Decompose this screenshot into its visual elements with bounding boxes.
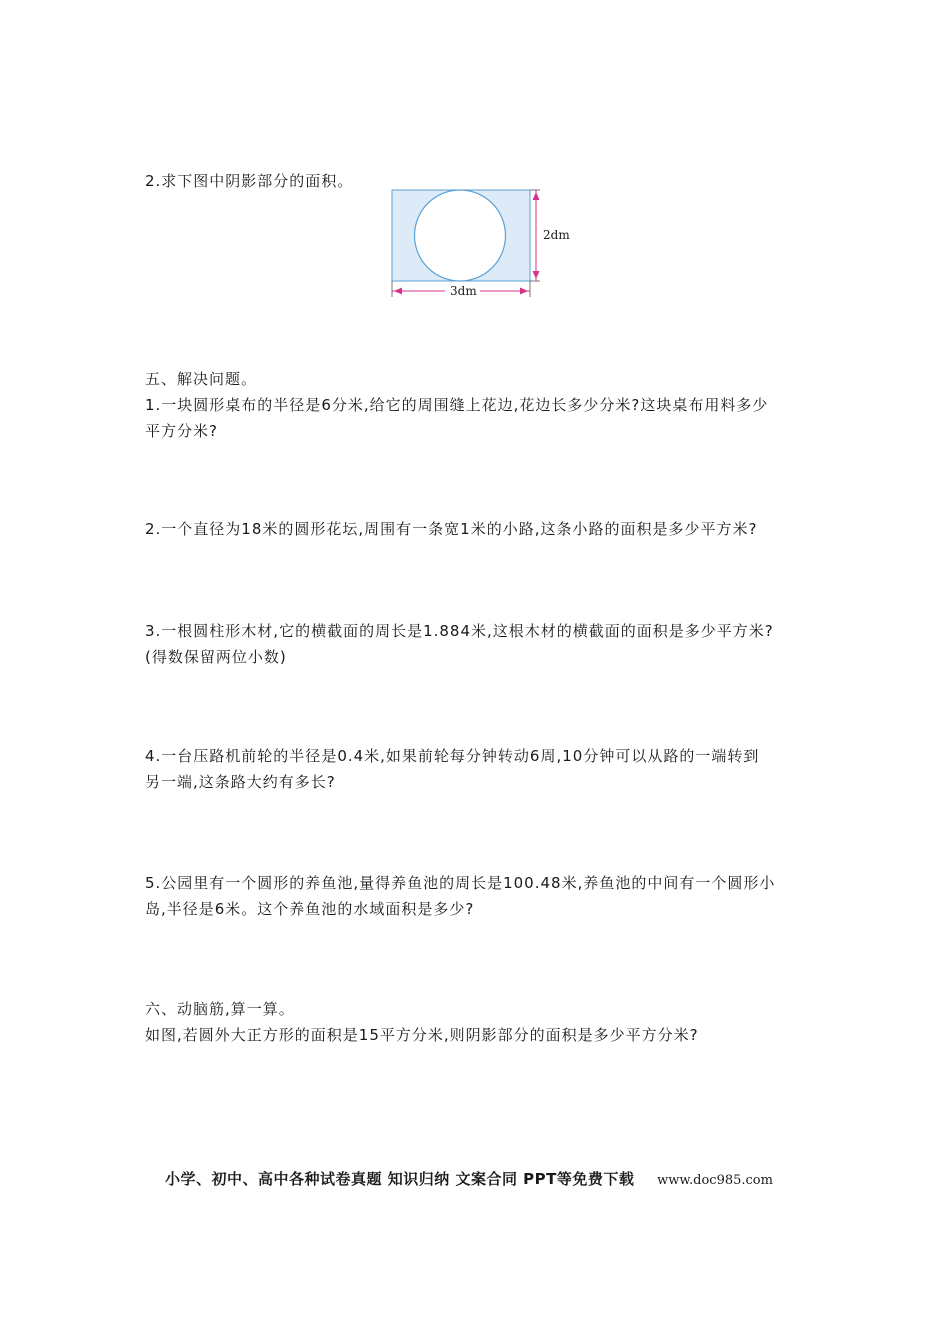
footer-site-link[interactable]: www.doc985.com — [657, 1173, 773, 1188]
section-5-title: 五、解决问题。 — [145, 370, 258, 388]
height-arrow-top — [533, 192, 540, 200]
width-arrow-right — [520, 288, 528, 295]
question-5-5-line1: 5.公园里有一个圆形的养鱼池,量得养鱼池的周长是100.48米,养鱼池的中间有一个圆形小 — [145, 874, 776, 892]
height-label: 2dm — [543, 228, 570, 242]
question-4-2: 2.求下图中阴影部分的面积。 — [145, 172, 354, 190]
footer — [165, 1168, 773, 1189]
rectangle-circle-figure — [380, 180, 580, 305]
height-arrow-bottom — [533, 271, 540, 279]
question-5-5-line2: 岛,半径是6米。这个养鱼池的水域面积是多少? — [145, 900, 475, 918]
question-5-1-line1: 1.一块圆形桌布的半径是6分米,给它的周围缝上花边,花边长多少分米?这块桌布用料多少 — [145, 396, 769, 414]
question-5-3-line1: 3.一根圆柱形木材,它的横截面的周长是1.884米,这根木材的横截面的面积是多少平方米? — [145, 622, 774, 640]
question-5-3-line2: (得数保留两位小数) — [145, 648, 287, 666]
question-5-1-line2: 平方分米? — [145, 422, 218, 440]
question-6-1: 如图,若圆外大正方形的面积是15平方分米,则阴影部分的面积是多少平方分米? — [145, 1026, 699, 1044]
figure-svg — [380, 180, 580, 305]
question-5-4-line1: 4.一台压路机前轮的半径是0.4米,如果前轮每分钟转动6周,10分钟可以从路的一端转到 — [145, 747, 760, 765]
question-5-2: 2.一个直径为18米的圆形花坛,周围有一条宽1米的小路,这条小路的面积是多少平方米? — [145, 520, 758, 538]
footer-text: 小学、初中、高中各种试卷真题 知识归纳 文案合同 PPT等免费下载 — [165, 1170, 635, 1188]
section-6-title: 六、动脑筋,算一算。 — [145, 1000, 295, 1018]
question-5-4-line2: 另一端,这条路大约有多长? — [145, 773, 336, 791]
inner-circle — [415, 190, 506, 281]
width-arrow-left — [394, 288, 402, 295]
width-label: 3dm — [450, 284, 477, 298]
